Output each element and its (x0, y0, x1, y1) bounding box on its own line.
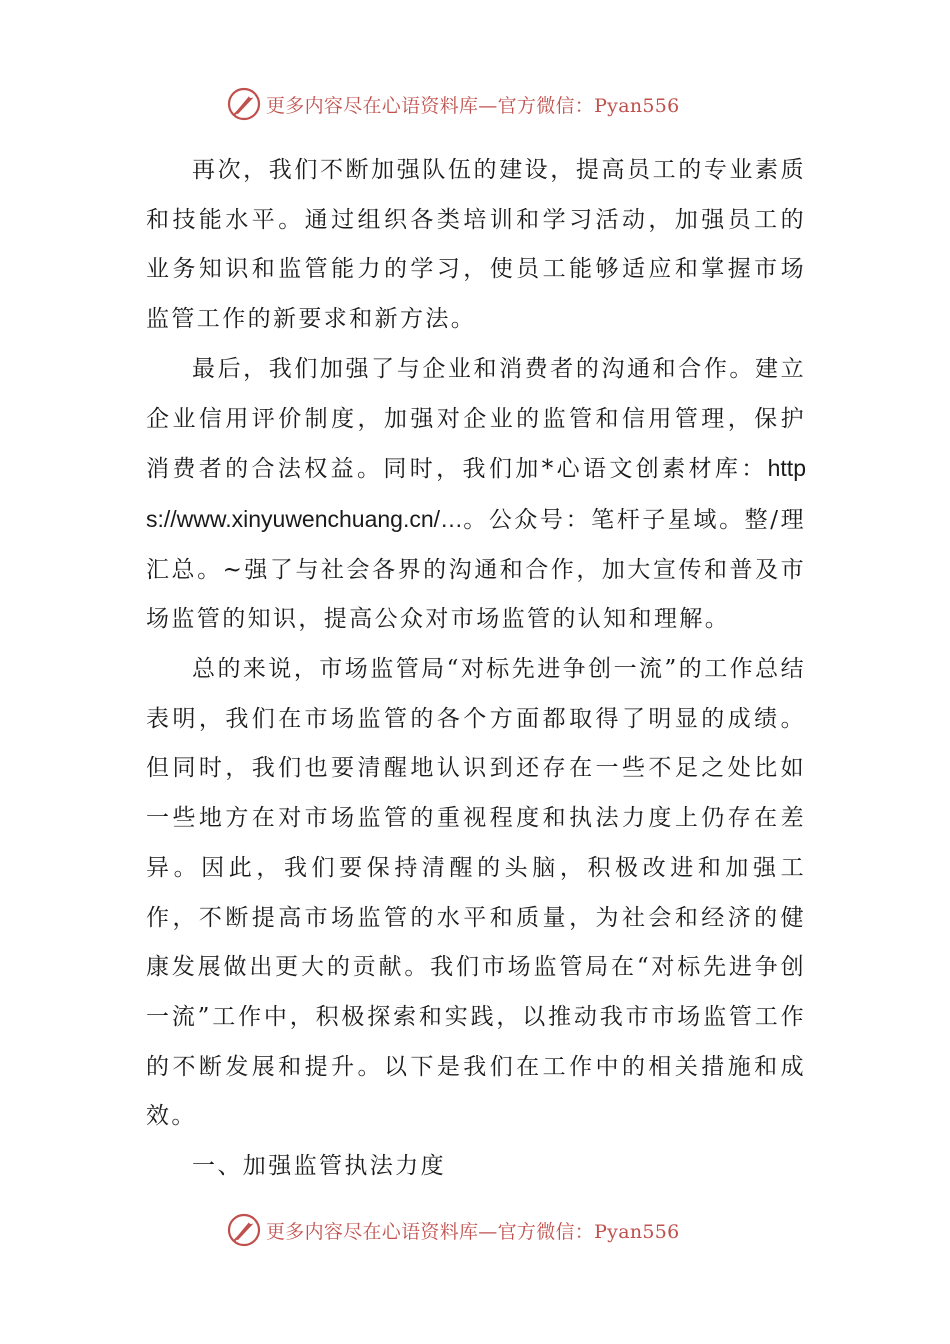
header-watermark (226, 84, 680, 124)
paragraph-cooperation-after: 。公众号：笔杆子星域。整/理汇总。~强了与社会各界的沟通和合作，加大宣传和普及市场监管的知识，提高公众对市场监管的认知和理解。 (146, 506, 806, 633)
paragraph-training: 再次，我们不断加强队伍的建设，提高员工的专业素质和技能水平。通过组织各类培训和学习活动，加强员工的业务知识和监管能力的学习，使员工能够适应和掌握市场监管工作的新要求和新方法。 (146, 157, 806, 333)
watermark-text: 更多内容尽在心语资料库—官方微信：Pyan556 (266, 1220, 680, 1243)
footer-watermark (226, 1210, 680, 1250)
section-heading: 一、加强监管执法力度 (192, 1153, 446, 1180)
quill-logo-icon (226, 86, 262, 122)
paragraph-cooperation-before: 最后，我们加强了与企业和消费者的沟通和合作。建立企业信用评价制度，加强对企业的监管和信用管理，保护消费者的合法权益。同时，我们加*心语文创素材库： (146, 355, 806, 483)
quill-logo-icon (226, 1212, 262, 1248)
paragraph-summary: 总的来说，市场监管局“对标先进争创一流”的工作总结表明，我们在市场监管的各个方面都取得了明显的成绩。但同时，我们也要清醒地认识到还存在一些不足之处比如一些地方在对市场监管的重视程度和执法力度上仍存在差异。因此，我们要保持清醒的头脑，积极改进和加强工作，不断提高市场监管的水平和质量，为社会和经济的健康发展做出更大的贡献。我们市场监管局在“对标先进争创一流”工作中，积极探索和实践，以推动我市市场监管工作的不断发展和提升。以下是我们在工作中的相关措施和成效。 (146, 656, 806, 1130)
paragraph-cooperation (146, 345, 806, 645)
document-body (146, 146, 806, 1192)
source-url-link[interactable]: https://www.xinyuwenchuang.cn/… (146, 455, 806, 532)
watermark-text: 更多内容尽在心语资料库—官方微信：Pyan556 (266, 94, 680, 117)
